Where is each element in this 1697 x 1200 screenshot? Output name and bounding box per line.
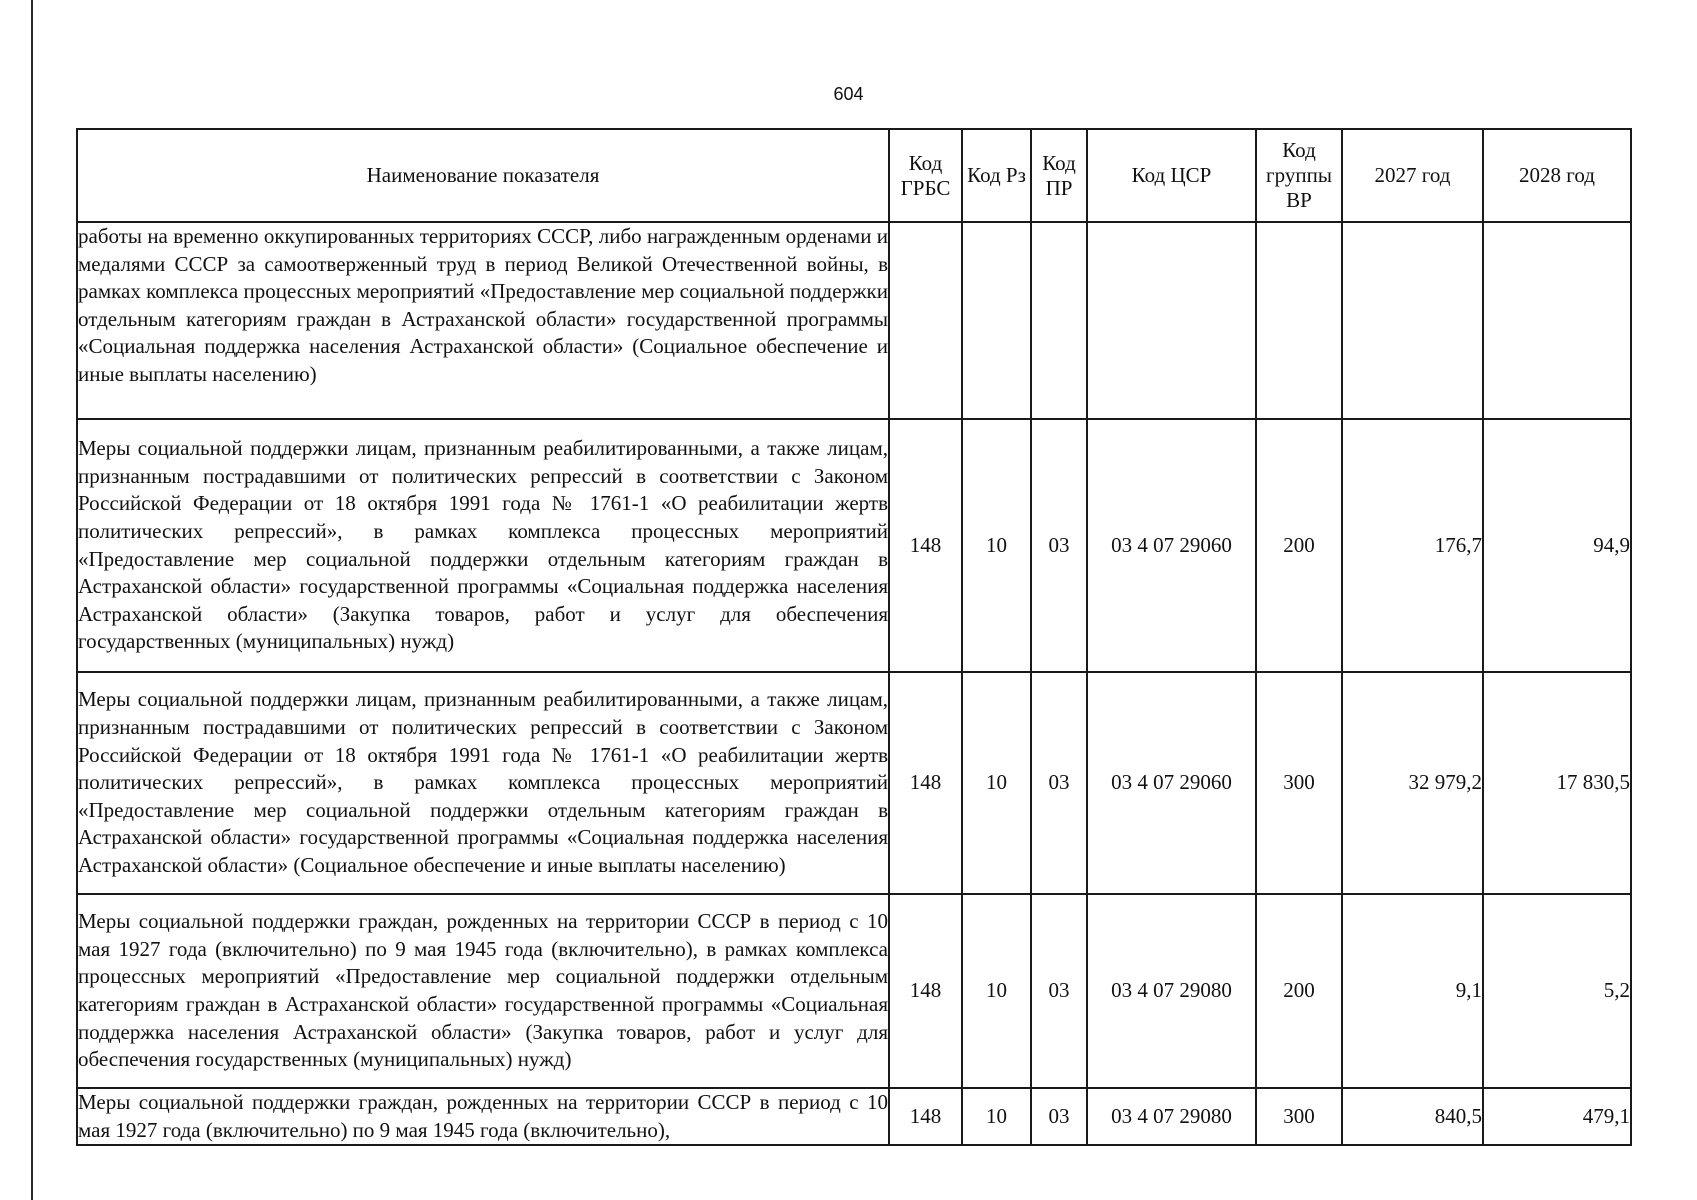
row-vr: 300 [1256,1088,1342,1145]
table-row [77,672,1631,894]
row-2028: 5,2 [1483,894,1631,1088]
row-rz [962,222,1031,419]
row-csr [1087,222,1256,419]
table-row [77,222,1631,419]
row-pr: 03 [1031,1088,1087,1145]
row-2028: 94,9 [1483,419,1631,672]
header-2027: 2027 год [1342,129,1483,222]
row-csr: 03 4 07 29080 [1087,1088,1256,1145]
row-csr: 03 4 07 29060 [1087,672,1256,894]
header-grbs: Код ГРБС [889,129,962,222]
row-2028: 479,1 [1483,1088,1631,1145]
row-2027: 9,1 [1342,894,1483,1088]
row-csr: 03 4 07 29080 [1087,894,1256,1088]
left-margin-rule [31,0,33,1200]
row-vr: 300 [1256,672,1342,894]
row-2027: 32 979,2 [1342,672,1483,894]
row-grbs: 148 [889,894,962,1088]
row-name: Меры социальной поддержки лицам, признанным реабилитированными, а также лицам, признанным пострадавшими от политических репрессий в соответствии с Законом Российской Федерации от 18 октября 1991 года № 1761-1 «О реабилитации жертв политических репрессий», в рамках комплекса процессных мероприятий «Предоставление мер социальной поддержки отдельным категориям граждан в Астраханской области» государственной программы «Социальная поддержка населения Астраханской области» (Социальное обеспечение и иные выплаты населению) [77,672,889,894]
header-csr: Код ЦСР [1087,129,1256,222]
row-name: работы на временно оккупированных территориях СССР, либо награжденным орденами и медалями СССР за самоотверженный труд в период Великой Отечественной войны, в рамках комплекса процессных мероприятий «Предоставление мер социальной поддержки отдельным категориям граждан в Астраханской области» государственной программы «Социальная поддержка населения Астраханской области» (Социальное обеспечение и иные выплаты населению) [77,222,889,419]
table-header-row [77,129,1631,222]
row-pr: 03 [1031,419,1087,672]
row-grbs [889,222,962,419]
row-2027 [1342,222,1483,419]
row-name: Меры социальной поддержки граждан, рожденных на территории СССР в период с 10 мая 1927 года (включительно) по 9 мая 1945 года (включительно), в рамках комплекса процессных мероприятий «Предоставление мер социальной поддержки отдельным категориям граждан в Астраханской области» государственной программы «Социальная поддержка населения Астраханской области» (Закупка товаров, работ и услуг для обеспечения государственных (муниципальных) нужд) [77,894,889,1088]
row-grbs: 148 [889,1088,962,1145]
row-rz: 10 [962,672,1031,894]
row-csr: 03 4 07 29060 [1087,419,1256,672]
header-vr: Код группы ВР [1256,129,1342,222]
row-vr: 200 [1256,894,1342,1088]
row-pr: 03 [1031,894,1087,1088]
page-number: 604 [833,84,864,104]
budget-table [76,128,1632,1146]
header-rz: Код Рз [962,129,1031,222]
row-rz: 10 [962,419,1031,672]
row-2027: 840,5 [1342,1088,1483,1145]
row-name: Меры социальной поддержки граждан, рожденных на территории СССР в период с 10 мая 1927 года (включительно) по 9 мая 1945 года (включительно), [77,1088,889,1145]
row-pr: 03 [1031,672,1087,894]
row-grbs: 148 [889,672,962,894]
row-grbs: 148 [889,419,962,672]
table-row [77,1088,1631,1145]
table-row [77,419,1631,672]
table-row [77,894,1631,1088]
header-2028: 2028 год [1483,129,1631,222]
row-rz: 10 [962,1088,1031,1145]
row-2028: 17 830,5 [1483,672,1631,894]
row-2028 [1483,222,1631,419]
row-vr: 200 [1256,419,1342,672]
header-pr: Код ПР [1031,129,1087,222]
header-name: Наименование показателя [77,129,889,222]
row-rz: 10 [962,894,1031,1088]
row-pr [1031,222,1087,419]
row-vr [1256,222,1342,419]
row-2027: 176,7 [1342,419,1483,672]
row-name: Меры социальной поддержки лицам, признанным реабилитированными, а также лицам, признанным пострадавшими от политических репрессий в соответствии с Законом Российской Федерации от 18 октября 1991 года № 1761-1 «О реабилитации жертв политических репрессий», в рамках комплекса процессных мероприятий «Предоставление мер социальной поддержки отдельным категориям граждан в Астраханской области» государственной программы «Социальная поддержка населения Астраханской области» (Закупка товаров, работ и услуг для обеспечения государственных (муниципальных) нужд) [77,419,889,672]
